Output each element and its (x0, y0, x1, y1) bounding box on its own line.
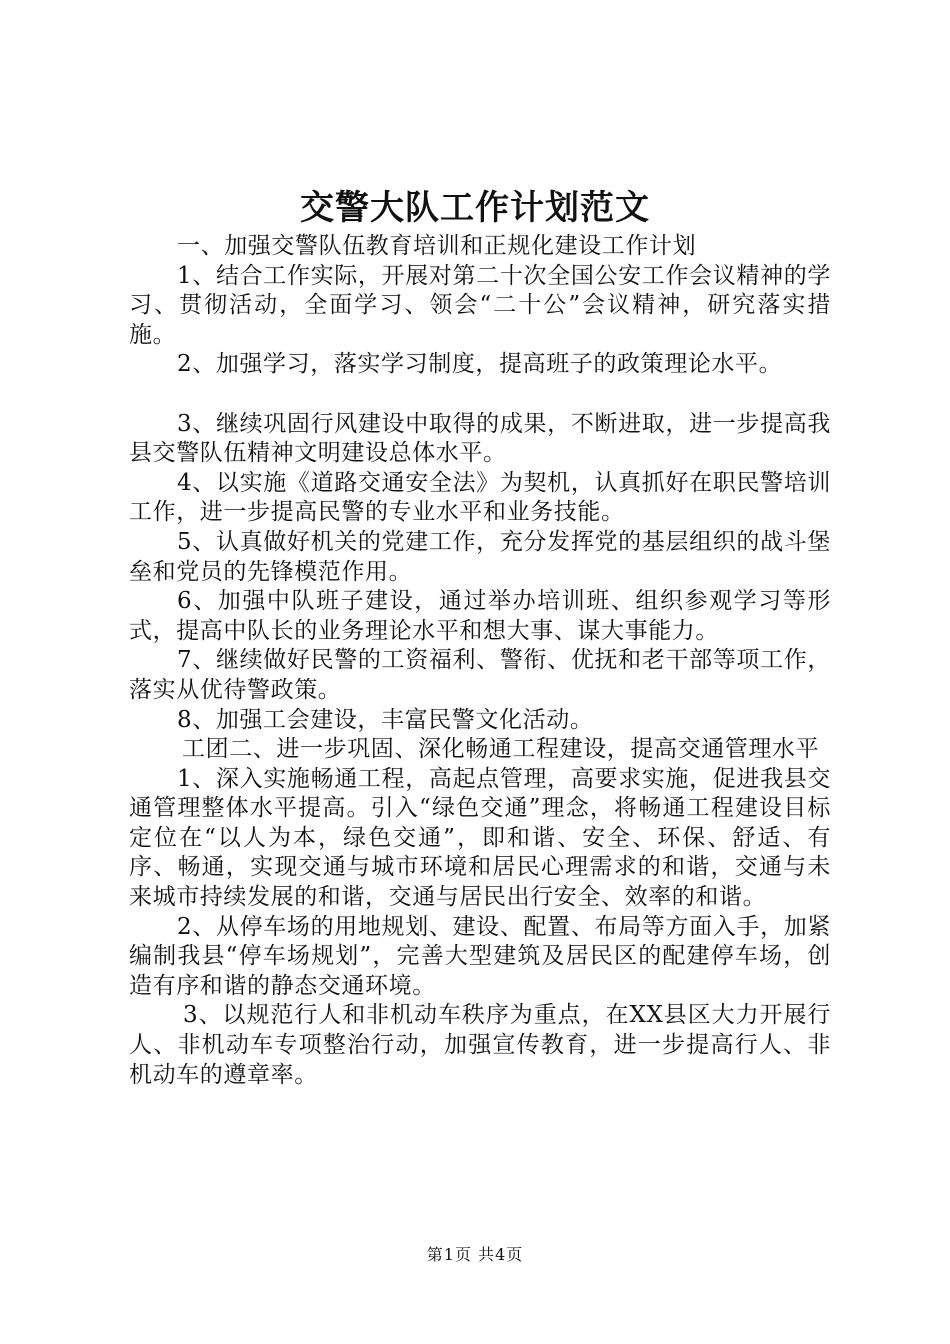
paragraph-1-6: 6、加强中队班子建设，通过举办培训班、组织参观学习等形式，提高中队长的业务理论水平和想大事、谋大事能力。 (129, 588, 831, 644)
section-heading-1: 一、加强交警队伍教育培训和正规化建设工作计划 (177, 233, 697, 259)
blank-line (129, 380, 831, 410)
paragraph-1-8: 8、加强工会建设，丰富民警文化活动。 (177, 706, 594, 733)
document-title: 交警大队工作计划范文 (300, 188, 650, 228)
paragraph-1-1: 1、结合工作实际，开展对第二十次全国公安工作会议精神的学习、贯彻活动，全面学习、领会“二十公”会议精神，研究落实措施。 (129, 262, 831, 348)
paragraph-1-2: 2、加强学习，落实学习制度，提高班子的政策理论水平。 (177, 351, 783, 378)
paragraph-1-7: 7、继续做好民警的工资福利、警衔、优抚和老干部等项工作，落实从优待警政策。 (129, 647, 831, 703)
section-heading-2: 工团二、进一步巩固、深化畅通工程建设，提高交通管理水平 (182, 736, 820, 763)
paragraph-2-1: 1、深入实施畅通工程，高起点管理，高要求实施，促进我县交通管理整体水平提高。引入“绿色交通”理念，将畅通工程建设目标定位在“以人为本，绿色交通”，即和谐、安全、环保、舒适、有序、畅通，实现交通与城市环境和居民心理需求的和谐，交通与未来城市持续发展的和谐，交通与居民出行安全、效率的和谐。 (129, 765, 831, 911)
document-body (129, 232, 831, 1090)
paragraph-1-4: 4、以实施《道路交通安全法》为契机，认真抓好在职民警培训工作，进一步提高民警的专业水平和业务技能。 (129, 469, 831, 526)
paragraph-2-2: 2、从停车场的用地规划、建设、配置、布局等方面入手，加紧编制我县“停车场规划”，完善大型建筑及居民区的配建停车场，创造有序和谐的静态交通环境。 (129, 913, 831, 999)
paragraph-1-5: 5、认真做好机关的党建工作，充分发挥党的基层组织的战斗堡垒和党员的先锋模范作用。 (129, 528, 831, 585)
paragraph-1-3: 3、继续巩固行风建设中取得的成果，不断进取，进一步提高我县交警队伍精神文明建设总体水平。 (129, 410, 831, 467)
page-number-footer: 第1页 共4页 (426, 1245, 524, 1264)
paragraph-2-3: 3、以规范行人和非机动车秩序为重点，在XX县区大力开展行人、非机动车专项整治行动，加强宣传教育，进一步提高行人、非机动车的遵章率。 (129, 1002, 831, 1088)
